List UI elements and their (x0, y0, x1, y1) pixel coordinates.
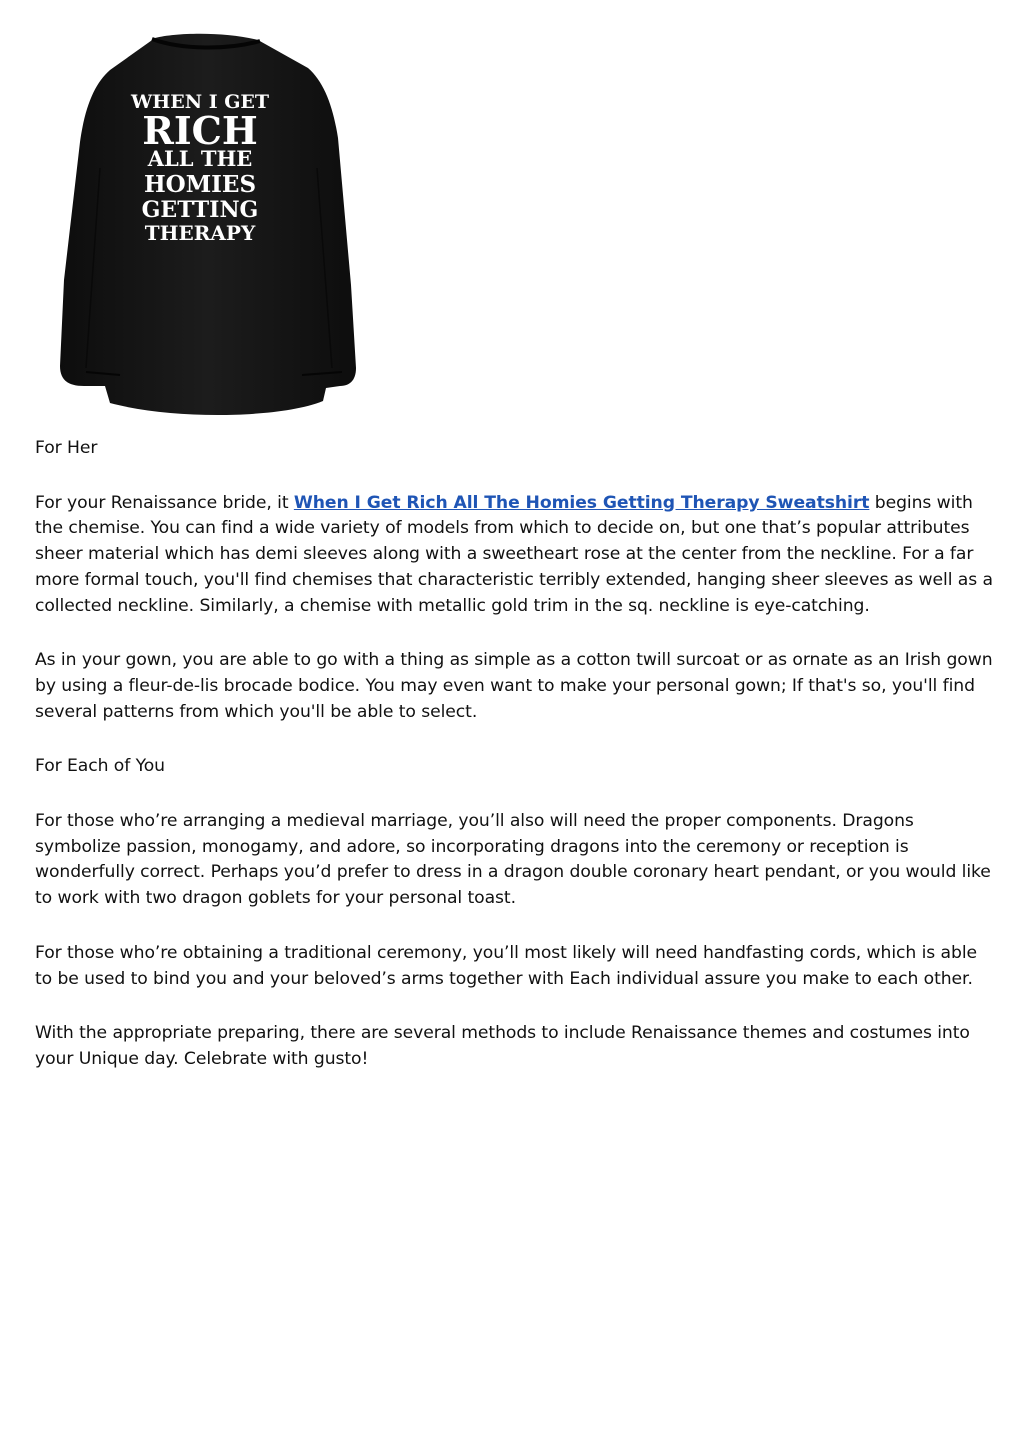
paragraph-dragons: For those who’re arranging a medieval marriage, you’ll also will need the proper components. Dragons symbolize passion, monogamy, and adore, so incorporating dragons into the ceremony or reception is wonderfully correct. Perhaps you’d prefer to dress in a dragon double coronary heart pendant, or you would like to work with two dragon goblets for your personal toast. (35, 811, 991, 909)
section-heading-for-each: For Each of You (35, 756, 165, 777)
paragraph-chemise (35, 491, 995, 620)
product-image (50, 30, 372, 415)
paragraph-gown: As in your gown, you are able to go with a thing as simple as a cotton twill surcoat or as ornate as an Irish gown by using a fleur-de-lis brocade bodice. You may even want to make your personal gown; If that's so, you'll find several patterns from which you'll be able to select. (35, 650, 993, 722)
paragraph-handfasting: For those who’re obtaining a traditional ceremony, you’ll most likely will need handfasting cords, which is able to be used to bind you and your beloved’s arms together with Each individual assure you make to each other. (35, 942, 978, 989)
print-line-1: WHEN I GET (130, 91, 270, 113)
sweatshirt-graphic (50, 30, 372, 415)
product-link[interactable]: When I Get Rich All The Homies Getting Therapy Sweatshirt (293, 492, 870, 513)
paragraph-conclusion: With the appropriate preparing, there are several methods to include Renaissance themes and costumes into your Unique day. Celebrate with gusto! (35, 1023, 970, 1069)
article-body (35, 436, 995, 1102)
print-line-3: ALL THE (147, 146, 253, 171)
section-heading-for-her: For Her (35, 438, 98, 458)
paragraph-chemise-rest: begins with the chemise. You can find a wide variety of models from which to decide on, but one that’s popular attributes sheer material which has demi sleeves along with a sweetheart rose at the center from the neckline. For a far more formal touch, you'll find chemises that characteristic terribly extended, hanging sheer sleeves as well as a collected neckline. Similarly, a chemise with metallic gold trim in the sq. neckline is eye-catching. (35, 492, 993, 616)
paragraph-chemise-intro: For your Renaissance bride, it (35, 492, 294, 513)
shirt-print-text (130, 91, 269, 245)
print-line-6: THERAPY (144, 221, 256, 245)
print-line-5: GETTING (141, 197, 259, 223)
print-line-4: HOMIES (143, 171, 257, 198)
print-line-2: RICH (142, 108, 258, 153)
